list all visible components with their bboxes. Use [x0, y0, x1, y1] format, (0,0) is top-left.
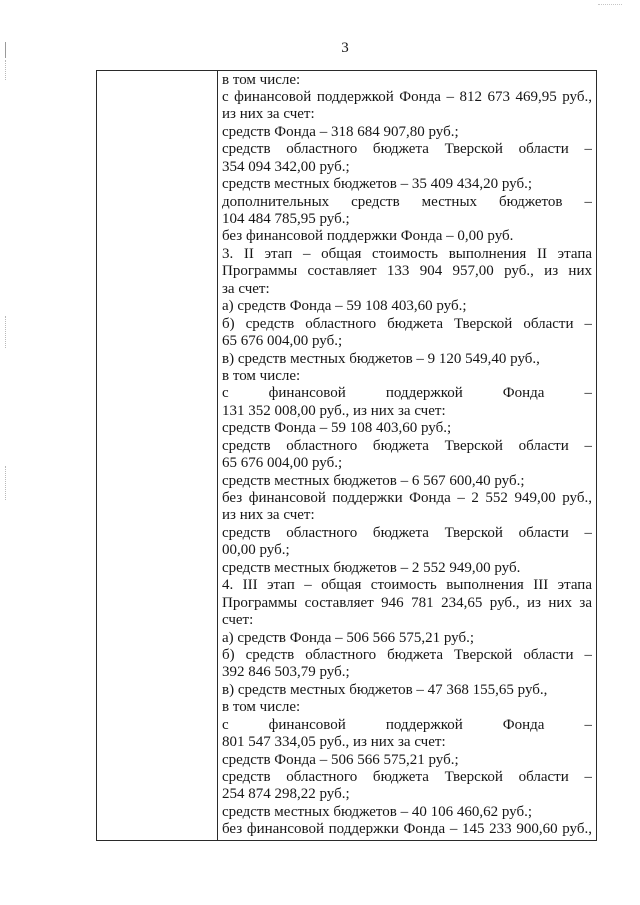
- text-line: 392 846 503,79 руб.;: [222, 664, 350, 681]
- text-line: без финансовой поддержки Фонда – 0,00 руб.: [222, 228, 514, 245]
- scan-artifact: [5, 60, 6, 80]
- text-line: средств Фонда – 59 108 403,60 руб.;: [222, 420, 452, 437]
- text-line: в том числе:: [222, 71, 301, 88]
- text-line: средств областного бюджета Тверской области –: [222, 437, 592, 454]
- text-line: в) средств местных бюджетов – 9 120 549,40 руб.,: [222, 350, 540, 367]
- text-line: 65 676 004,00 руб.;: [222, 333, 343, 350]
- text-line: за счет:: [222, 280, 270, 297]
- text-line: 801 547 334,05 руб., из них за счет:: [222, 734, 446, 751]
- scan-artifact: [598, 4, 622, 5]
- text-line: с финансовой поддержкой Фонда –: [222, 716, 592, 733]
- scan-artifact: [5, 316, 6, 348]
- text-line: средств местных бюджетов – 40 106 460,62 руб.;: [222, 803, 533, 820]
- page-number: 3: [341, 40, 349, 56]
- text-line: Программы составляет 133 904 957,00 руб., из них: [222, 263, 592, 280]
- text-line: с финансовой поддержкой Фонда – 812 673 469,95 руб.,: [222, 88, 592, 105]
- text-line: б) средств областного бюджета Тверской области –: [222, 646, 592, 663]
- text-line: средств местных бюджетов – 35 409 434,20 руб.;: [222, 176, 533, 193]
- text-line: средств Фонда – 506 566 575,21 руб.;: [222, 751, 459, 768]
- text-line: 65 676 004,00 руб.;: [222, 455, 343, 472]
- text-line: средств местных бюджетов – 6 567 600,40 руб.;: [222, 472, 525, 489]
- text-line: в том числе:: [222, 699, 301, 716]
- text-line: 131 352 008,00 руб., из них за счет:: [222, 402, 446, 419]
- text-line: в том числе:: [222, 367, 301, 384]
- text-line: из них за счет:: [222, 106, 315, 123]
- text-line: счет:: [222, 612, 254, 629]
- text-line: а) средств Фонда – 59 108 403,60 руб.;: [222, 298, 467, 315]
- table-cell-right-text: [222, 72, 592, 839]
- text-line: средств областного бюджета Тверской области –: [222, 141, 592, 158]
- text-line: с финансовой поддержкой Фонда –: [222, 385, 592, 402]
- text-line: в) средств местных бюджетов – 47 368 155,65 руб.,: [222, 681, 548, 698]
- text-line: 104 484 785,95 руб.;: [222, 211, 350, 227]
- text-line: средств областного бюджета Тверской области –: [222, 769, 592, 785]
- text-line: средств местных бюджетов – 2 552 949,00 руб.: [222, 559, 521, 576]
- text-line: Программы составляет 946 781 234,65 руб., из них за: [222, 594, 592, 611]
- text-line: 00,00 руб.;: [222, 542, 290, 559]
- text-line: средств Фонда – 318 684 907,80 руб.;: [222, 123, 459, 140]
- text-line: из них за счет:: [222, 507, 315, 524]
- text-line: дополнительных средств местных бюджетов –: [222, 193, 592, 210]
- scan-artifact: [5, 42, 6, 58]
- stage-heading-line: 3. II этап – общая стоимость выполнения II этапа: [222, 245, 592, 262]
- text-line: средств областного бюджета Тверской области –: [222, 524, 592, 541]
- stage-heading-line: 4. III этап – общая стоимость выполнения III этапа: [222, 577, 592, 594]
- text-line: без финансовой поддержки Фонда – 145 233 900,60 руб.,: [222, 821, 592, 838]
- text-line: 254 874 298,22 руб.;: [222, 786, 350, 803]
- scan-artifact: [5, 466, 6, 500]
- table-cell-left: [97, 71, 217, 840]
- text-line: б) средств областного бюджета Тверской области –: [222, 315, 592, 332]
- text-line: без финансовой поддержки Фонда – 2 552 949,00 руб.,: [222, 490, 592, 506]
- text-line: 354 094 342,00 руб.;: [222, 158, 350, 175]
- text-line: а) средств Фонда – 506 566 575,21 руб.;: [222, 629, 475, 646]
